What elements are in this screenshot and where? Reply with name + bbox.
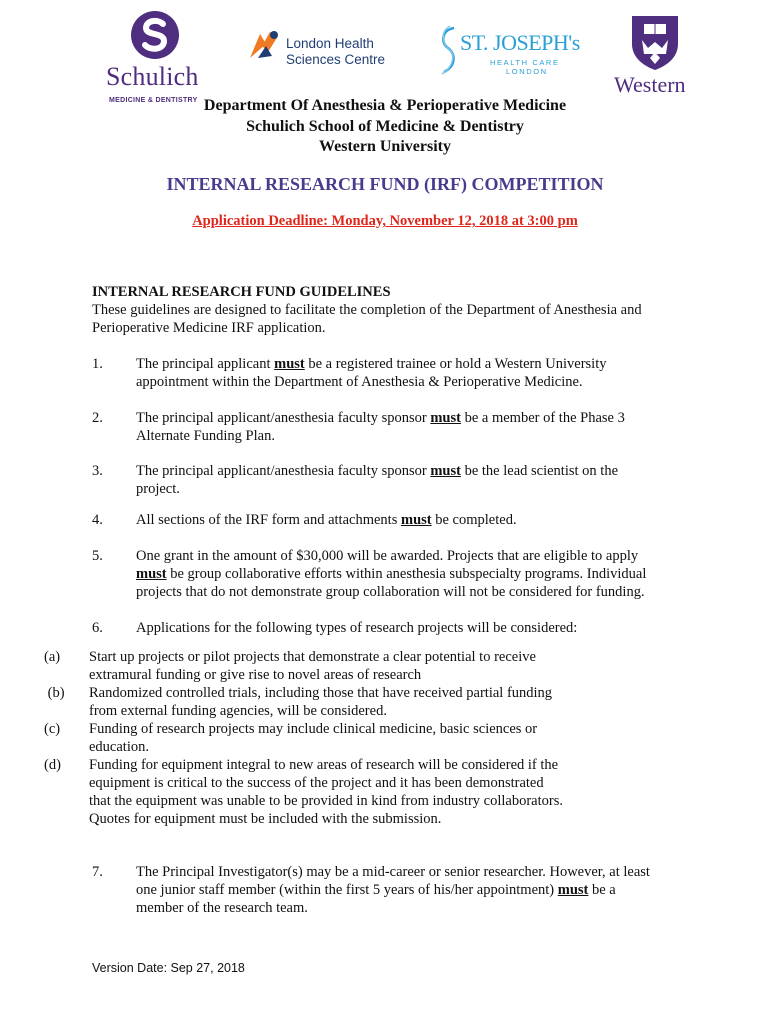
item-text-line: Alternate Funding Plan. — [136, 428, 275, 444]
item-text-line: projects that do not demonstrate group collaboration will not be considered for funding. — [136, 584, 645, 600]
university-title: Western University — [319, 138, 451, 155]
must-emphasis: must — [430, 410, 461, 426]
must-emphasis: must — [557, 882, 589, 898]
guidelines-intro-line1: These guidelines are designed to facilitate the completion of the Department of Anesthesia and — [92, 302, 642, 318]
schulich-name: Schulich — [106, 62, 199, 91]
stjoseph-london: LONDON — [506, 67, 548, 76]
sub-item-line: equipment is critical to the success of the project and it has been demonstrated — [89, 775, 544, 791]
sub-item-text — [89, 684, 609, 720]
sub-item-line: education. — [89, 739, 149, 755]
item-text-part: be a member of the Phase 3 — [460, 410, 625, 426]
item-text-part: one junior staff member (within the first 5 years of his/her appointment) — [136, 882, 558, 898]
item-text-part: be a — [588, 882, 616, 898]
must-emphasis: must — [430, 463, 461, 479]
item-number: 6. — [92, 620, 103, 636]
guidelines-intro — [92, 302, 692, 337]
item-number: 1. — [92, 356, 103, 372]
version-date: Version Date: Sep 27, 2018 — [92, 961, 245, 975]
item-text-part: The principal applicant/anesthesia faculty sponsor — [136, 463, 431, 479]
item-text — [136, 863, 696, 917]
item-text-part: The principal applicant/anesthesia faculty sponsor — [136, 410, 431, 426]
lhsc-name-line2: Sciences Centre — [286, 52, 386, 67]
school-title: Schulich School of Medicine & Dentistry — [246, 117, 524, 135]
schulich-s-icon — [130, 10, 180, 60]
sub-item-text — [89, 720, 609, 756]
item-text-part: be completed. — [431, 512, 517, 528]
schulich-subtitle: MEDICINE & DENTISTRY — [109, 97, 198, 104]
department-title: Department Of Anesthesia & Perioperative Medicine — [203, 97, 567, 114]
item-text-part: The principal applicant — [136, 356, 275, 372]
must-emphasis: must — [400, 512, 432, 528]
item-number: 3. — [92, 463, 103, 479]
sub-item-line: Start up projects or pilot projects that demonstrate a clear potential to receive — [89, 649, 536, 665]
application-deadline: Application Deadline: Monday, November 12, 2018 at 3:00 pm — [192, 213, 578, 229]
item-text: Applications for the following types of research projects will be considered: — [136, 620, 578, 636]
item-text-part: be a registered trainee or hold a Western University — [304, 356, 607, 372]
sub-item-label: (b) — [44, 685, 65, 701]
item-number: 4. — [92, 512, 103, 528]
item-text — [136, 511, 696, 529]
must-emphasis: must — [136, 566, 167, 582]
item-text-line: One grant in the amount of $30,000 will be awarded. Projects that are eligible to apply — [136, 548, 639, 564]
item-text-line: member of the research team. — [136, 900, 308, 916]
item-text-part: be the lead scientist on the — [460, 463, 619, 479]
item-text-line: appointment within the Department of Anesthesia & Perioperative Medicine. — [136, 374, 583, 390]
western-crest-icon — [626, 14, 684, 72]
competition-title: INTERNAL RESEARCH FUND (IRF) COMPETITION — [166, 174, 604, 194]
stjoseph-logo — [436, 24, 580, 76]
sub-item-line: extramural funding or give rise to novel areas of research — [89, 667, 422, 683]
item-text-part: be group collaborative efforts within anesthesia subspecialty programs. Individual — [166, 566, 647, 582]
item-text — [136, 355, 696, 391]
stjoseph-health-care: HEALTH CARE — [490, 58, 560, 67]
sub-item-label: (c) — [44, 721, 61, 737]
item-number: 7. — [92, 864, 103, 880]
must-emphasis: must — [274, 356, 305, 372]
sub-item-label: (d) — [44, 757, 61, 773]
schulich-logo — [104, 10, 214, 104]
sub-item-line: that the equipment was unable to be provided in kind from industry collaborators. — [89, 793, 563, 809]
lhsc-name-line1: London Health — [286, 36, 374, 51]
sub-item-text — [89, 756, 609, 828]
guidelines-intro-line2: Perioperative Medicine IRF application. — [92, 319, 326, 336]
sub-item-label: (a) — [44, 649, 61, 665]
sub-item-line: Funding for equipment integral to new areas of research will be considered if the — [89, 757, 559, 773]
item-text — [136, 462, 696, 498]
lhsc-figure-icon — [248, 30, 282, 60]
stjoseph-swirl-icon — [436, 24, 462, 76]
guidelines-heading: INTERNAL RESEARCH FUND GUIDELINES — [92, 284, 391, 300]
sub-item-line: Randomized controlled trials, including those that have received partial funding — [89, 685, 553, 701]
lhsc-logo — [248, 28, 388, 72]
western-name: Western — [614, 72, 686, 97]
stjoseph-name: ST. JOSEPH's — [460, 30, 580, 55]
item-text-line: The Principal Investigator(s) may be a mid-career or senior researcher. However, at least — [136, 864, 650, 880]
sub-item-line: from external funding agencies, will be considered. — [89, 703, 387, 719]
item-text-part: All sections of the IRF form and attachments — [136, 512, 401, 528]
sub-item-text — [89, 648, 609, 684]
item-text-line: project. — [136, 481, 180, 497]
sub-item-line: Quotes for equipment must be included with the submission. — [89, 811, 442, 827]
item-text — [136, 547, 696, 601]
logo-bar — [0, 0, 770, 104]
item-text — [136, 409, 696, 445]
western-logo — [614, 14, 698, 96]
item-number: 5. — [92, 548, 103, 564]
item-number: 2. — [92, 410, 103, 426]
sub-item-line: Funding of research projects may include clinical medicine, basic sciences or — [89, 721, 538, 737]
